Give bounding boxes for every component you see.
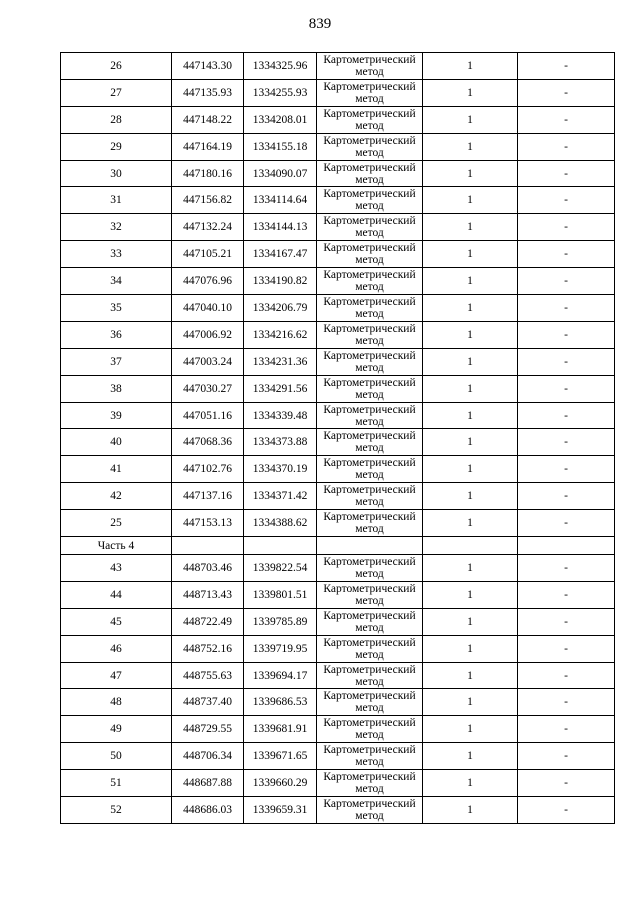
method-line-2: метод <box>355 567 384 580</box>
y-coordinate-cell: 1339681.91 <box>244 716 317 743</box>
point-number-cell: 43 <box>61 555 172 582</box>
accuracy-cell: 1 <box>423 375 518 402</box>
x-coordinate-cell: 447164.19 <box>172 133 244 160</box>
y-coordinate-cell: 1334370.19 <box>244 456 317 483</box>
y-coordinate-cell: 1334339.48 <box>244 402 317 429</box>
method-line-2: метод <box>355 523 384 536</box>
method-line-1: Картометрический <box>323 636 416 649</box>
method-line-1: Картометрический <box>323 349 416 362</box>
method-line-2: метод <box>355 415 384 428</box>
y-coordinate-cell: 1339694.17 <box>244 662 317 689</box>
method-cell <box>317 375 423 402</box>
point-number-cell: 26 <box>61 53 172 80</box>
y-coordinate-cell: 1334155.18 <box>244 133 317 160</box>
table-row <box>61 456 615 483</box>
method-cell <box>317 770 423 797</box>
method-line-1: Картометрический <box>323 744 416 757</box>
table-row <box>61 429 615 456</box>
x-coordinate-cell: 448722.49 <box>172 608 244 635</box>
x-coordinate-cell: 447148.22 <box>172 106 244 133</box>
x-coordinate-cell: 447040.10 <box>172 295 244 322</box>
description-cell: - <box>518 160 615 187</box>
table-row <box>61 581 615 608</box>
description-cell: - <box>518 510 615 537</box>
y-coordinate-cell: 1334114.64 <box>244 187 317 214</box>
table-cell-empty <box>244 537 317 555</box>
page-number: 839 <box>308 16 332 32</box>
description-cell: - <box>518 581 615 608</box>
table-row <box>61 608 615 635</box>
method-cell <box>317 214 423 241</box>
x-coordinate-cell: 448686.03 <box>172 797 244 824</box>
accuracy-cell: 1 <box>423 321 518 348</box>
method-line-2: метод <box>355 729 384 742</box>
accuracy-cell: 1 <box>423 295 518 322</box>
method-line-1: Картометрический <box>323 484 416 497</box>
method-cell <box>317 402 423 429</box>
method-cell <box>317 348 423 375</box>
method-line-1: Картометрический <box>323 457 416 470</box>
description-cell: - <box>518 483 615 510</box>
point-number-cell: 51 <box>61 770 172 797</box>
accuracy-cell: 1 <box>423 608 518 635</box>
method-cell <box>317 321 423 348</box>
method-line-1: Картометрический <box>323 107 416 120</box>
accuracy-cell: 1 <box>423 797 518 824</box>
method-cell <box>317 79 423 106</box>
method-line-1: Картометрический <box>323 80 416 93</box>
method-cell <box>317 716 423 743</box>
accuracy-cell: 1 <box>423 510 518 537</box>
point-number-cell: 27 <box>61 79 172 106</box>
table-row <box>61 268 615 295</box>
method-line-2: метод <box>355 254 384 267</box>
x-coordinate-cell: 447068.36 <box>172 429 244 456</box>
method-line-1: Картометрический <box>323 215 416 228</box>
point-number-cell: 36 <box>61 321 172 348</box>
accuracy-cell: 1 <box>423 268 518 295</box>
description-cell: - <box>518 106 615 133</box>
point-number-cell: 49 <box>61 716 172 743</box>
x-coordinate-cell: 447143.30 <box>172 53 244 80</box>
table-row <box>61 743 615 770</box>
point-number-cell: 30 <box>61 160 172 187</box>
method-line-1: Картометрический <box>323 690 416 703</box>
table-row <box>61 555 615 582</box>
point-number-cell: 37 <box>61 348 172 375</box>
description-cell: - <box>518 187 615 214</box>
accuracy-cell: 1 <box>423 662 518 689</box>
description-cell: - <box>518 402 615 429</box>
point-number-cell: 50 <box>61 743 172 770</box>
table-cell-empty <box>172 537 244 555</box>
accuracy-cell: 1 <box>423 429 518 456</box>
description-cell: - <box>518 321 615 348</box>
x-coordinate-cell: 447003.24 <box>172 348 244 375</box>
accuracy-cell: 1 <box>423 555 518 582</box>
method-line-2: метод <box>355 119 384 132</box>
y-coordinate-cell: 1334190.82 <box>244 268 317 295</box>
y-coordinate-cell: 1334144.13 <box>244 214 317 241</box>
x-coordinate-cell: 448687.88 <box>172 770 244 797</box>
method-cell <box>317 268 423 295</box>
table-row <box>61 662 615 689</box>
accuracy-cell: 1 <box>423 770 518 797</box>
x-coordinate-cell: 448752.16 <box>172 635 244 662</box>
table-row <box>61 133 615 160</box>
accuracy-cell: 1 <box>423 743 518 770</box>
method-line-1: Картометрический <box>323 609 416 622</box>
y-coordinate-cell: 1334371.42 <box>244 483 317 510</box>
method-cell <box>317 635 423 662</box>
point-number-cell: 28 <box>61 106 172 133</box>
point-number-cell: 40 <box>61 429 172 456</box>
table-row <box>61 53 615 80</box>
description-cell: - <box>518 214 615 241</box>
table-row <box>61 483 615 510</box>
table-body-section <box>61 537 615 555</box>
y-coordinate-cell: 1339660.29 <box>244 770 317 797</box>
y-coordinate-cell: 1334231.36 <box>244 348 317 375</box>
y-coordinate-cell: 1334388.62 <box>244 510 317 537</box>
method-line-2: метод <box>355 173 384 186</box>
description-cell: - <box>518 295 615 322</box>
accuracy-cell: 1 <box>423 214 518 241</box>
y-coordinate-cell: 1339785.89 <box>244 608 317 635</box>
y-coordinate-cell: 1334216.62 <box>244 321 317 348</box>
accuracy-cell: 1 <box>423 79 518 106</box>
table-row <box>61 106 615 133</box>
point-number-cell: 38 <box>61 375 172 402</box>
method-line-2: метод <box>355 200 384 213</box>
table-row <box>61 295 615 322</box>
method-cell <box>317 106 423 133</box>
table-row <box>61 635 615 662</box>
method-line-1: Картометрический <box>323 161 416 174</box>
description-cell: - <box>518 608 615 635</box>
description-cell: - <box>518 429 615 456</box>
method-line-2: метод <box>355 809 384 822</box>
point-number-cell: 25 <box>61 510 172 537</box>
accuracy-cell: 1 <box>423 187 518 214</box>
method-cell <box>317 743 423 770</box>
description-cell: - <box>518 53 615 80</box>
x-coordinate-cell: 447076.96 <box>172 268 244 295</box>
y-coordinate-cell: 1334206.79 <box>244 295 317 322</box>
description-cell: - <box>518 375 615 402</box>
accuracy-cell: 1 <box>423 456 518 483</box>
method-cell <box>317 241 423 268</box>
method-line-1: Картометрический <box>323 582 416 595</box>
accuracy-cell: 1 <box>423 241 518 268</box>
x-coordinate-cell: 448755.63 <box>172 662 244 689</box>
x-coordinate-cell: 447030.27 <box>172 375 244 402</box>
y-coordinate-cell: 1339801.51 <box>244 581 317 608</box>
table-body-part-a <box>61 53 615 537</box>
x-coordinate-cell: 448703.46 <box>172 555 244 582</box>
table-cell-empty <box>518 537 615 555</box>
method-line-2: метод <box>355 146 384 159</box>
method-cell <box>317 187 423 214</box>
table-row <box>61 321 615 348</box>
y-coordinate-cell: 1334167.47 <box>244 241 317 268</box>
method-line-1: Картометрический <box>323 555 416 568</box>
method-line-1: Картометрический <box>323 134 416 147</box>
method-cell <box>317 797 423 824</box>
method-line-2: метод <box>355 65 384 78</box>
x-coordinate-cell: 448729.55 <box>172 716 244 743</box>
x-coordinate-cell: 447006.92 <box>172 321 244 348</box>
method-line-2: метод <box>355 307 384 320</box>
table-row <box>61 402 615 429</box>
accuracy-cell: 1 <box>423 402 518 429</box>
accuracy-cell: 1 <box>423 348 518 375</box>
point-number-cell: 47 <box>61 662 172 689</box>
section-row <box>61 537 615 555</box>
method-line-2: метод <box>355 675 384 688</box>
x-coordinate-cell: 447137.16 <box>172 483 244 510</box>
y-coordinate-cell: 1334090.07 <box>244 160 317 187</box>
point-number-cell: 31 <box>61 187 172 214</box>
method-line-2: метод <box>355 227 384 240</box>
accuracy-cell: 1 <box>423 581 518 608</box>
method-line-1: Картометрический <box>323 242 416 255</box>
method-line-1: Картометрический <box>323 269 416 282</box>
method-line-2: метод <box>355 281 384 294</box>
method-line-2: метод <box>355 334 384 347</box>
point-number-cell: 42 <box>61 483 172 510</box>
method-cell <box>317 581 423 608</box>
description-cell: - <box>518 689 615 716</box>
accuracy-cell: 1 <box>423 483 518 510</box>
method-cell <box>317 160 423 187</box>
x-coordinate-cell: 447051.16 <box>172 402 244 429</box>
accuracy-cell: 1 <box>423 160 518 187</box>
y-coordinate-cell: 1334373.88 <box>244 429 317 456</box>
method-line-1: Картометрический <box>323 430 416 443</box>
description-cell: - <box>518 456 615 483</box>
point-number-cell: 39 <box>61 402 172 429</box>
method-line-1: Картометрический <box>323 771 416 784</box>
method-line-2: метод <box>355 469 384 482</box>
description-cell: - <box>518 770 615 797</box>
table-row <box>61 716 615 743</box>
point-number-cell: 41 <box>61 456 172 483</box>
table-row <box>61 689 615 716</box>
table-row <box>61 160 615 187</box>
table-cell-empty <box>423 537 518 555</box>
point-number-cell: 33 <box>61 241 172 268</box>
method-line-1: Картометрический <box>323 295 416 308</box>
x-coordinate-cell: 448713.43 <box>172 581 244 608</box>
point-number-cell: 46 <box>61 635 172 662</box>
accuracy-cell: 1 <box>423 53 518 80</box>
y-coordinate-cell: 1339822.54 <box>244 555 317 582</box>
method-cell <box>317 429 423 456</box>
x-coordinate-cell: 447135.93 <box>172 79 244 106</box>
method-line-1: Картометрический <box>323 188 416 201</box>
x-coordinate-cell: 448706.34 <box>172 743 244 770</box>
point-number-cell: 44 <box>61 581 172 608</box>
table-row <box>61 375 615 402</box>
method-line-1: Картометрический <box>323 511 416 524</box>
x-coordinate-cell: 447132.24 <box>172 214 244 241</box>
y-coordinate-cell: 1334325.96 <box>244 53 317 80</box>
y-coordinate-cell: 1334208.01 <box>244 106 317 133</box>
method-line-2: метод <box>355 648 384 661</box>
method-cell <box>317 662 423 689</box>
point-number-cell: 35 <box>61 295 172 322</box>
description-cell: - <box>518 662 615 689</box>
description-cell: - <box>518 635 615 662</box>
x-coordinate-cell: 448737.40 <box>172 689 244 716</box>
method-line-2: метод <box>355 388 384 401</box>
method-line-1: Картометрический <box>323 663 416 676</box>
table-row <box>61 770 615 797</box>
description-cell: - <box>518 555 615 582</box>
accuracy-cell: 1 <box>423 716 518 743</box>
x-coordinate-cell: 447102.76 <box>172 456 244 483</box>
method-cell <box>317 483 423 510</box>
y-coordinate-cell: 1334255.93 <box>244 79 317 106</box>
method-line-1: Картометрический <box>323 53 416 66</box>
table-cell-empty <box>317 537 423 555</box>
method-line-2: метод <box>355 92 384 105</box>
x-coordinate-cell: 447153.13 <box>172 510 244 537</box>
description-cell: - <box>518 79 615 106</box>
y-coordinate-cell: 1339659.31 <box>244 797 317 824</box>
method-line-2: метод <box>355 496 384 509</box>
method-cell <box>317 689 423 716</box>
method-line-1: Картометрический <box>323 322 416 335</box>
method-cell <box>317 53 423 80</box>
method-cell <box>317 510 423 537</box>
point-number-cell: 52 <box>61 797 172 824</box>
table-row <box>61 510 615 537</box>
y-coordinate-cell: 1339671.65 <box>244 743 317 770</box>
accuracy-cell: 1 <box>423 689 518 716</box>
point-number-cell: 48 <box>61 689 172 716</box>
method-line-1: Картометрический <box>323 717 416 730</box>
description-cell: - <box>518 743 615 770</box>
method-cell <box>317 608 423 635</box>
method-line-2: метод <box>355 594 384 607</box>
table-row <box>61 348 615 375</box>
method-cell <box>317 456 423 483</box>
method-line-2: метод <box>355 756 384 769</box>
point-number-cell: 29 <box>61 133 172 160</box>
method-cell <box>317 133 423 160</box>
point-number-cell: 34 <box>61 268 172 295</box>
method-line-1: Картометрический <box>323 376 416 389</box>
accuracy-cell: 1 <box>423 635 518 662</box>
table-row <box>61 241 615 268</box>
method-line-1: Картометрический <box>323 403 416 416</box>
accuracy-cell: 1 <box>423 106 518 133</box>
x-coordinate-cell: 447180.16 <box>172 160 244 187</box>
description-cell: - <box>518 268 615 295</box>
table-row <box>61 797 615 824</box>
table-row <box>61 214 615 241</box>
section-label: Часть 4 <box>61 537 172 555</box>
method-line-2: метод <box>355 361 384 374</box>
description-cell: - <box>518 797 615 824</box>
coordinates-table <box>60 52 615 824</box>
table-body-part-b <box>61 555 615 824</box>
method-line-2: метод <box>355 621 384 634</box>
y-coordinate-cell: 1339719.95 <box>244 635 317 662</box>
table-row <box>61 187 615 214</box>
x-coordinate-cell: 447156.82 <box>172 187 244 214</box>
point-number-cell: 45 <box>61 608 172 635</box>
description-cell: - <box>518 716 615 743</box>
accuracy-cell: 1 <box>423 133 518 160</box>
y-coordinate-cell: 1334291.56 <box>244 375 317 402</box>
x-coordinate-cell: 447105.21 <box>172 241 244 268</box>
point-number-cell: 32 <box>61 214 172 241</box>
description-cell: - <box>518 133 615 160</box>
description-cell: - <box>518 241 615 268</box>
method-cell <box>317 295 423 322</box>
method-line-1: Картометрический <box>323 797 416 810</box>
method-line-2: метод <box>355 783 384 796</box>
method-cell <box>317 555 423 582</box>
y-coordinate-cell: 1339686.53 <box>244 689 317 716</box>
method-line-2: метод <box>355 702 384 715</box>
description-cell: - <box>518 348 615 375</box>
method-line-2: метод <box>355 442 384 455</box>
table-row <box>61 79 615 106</box>
